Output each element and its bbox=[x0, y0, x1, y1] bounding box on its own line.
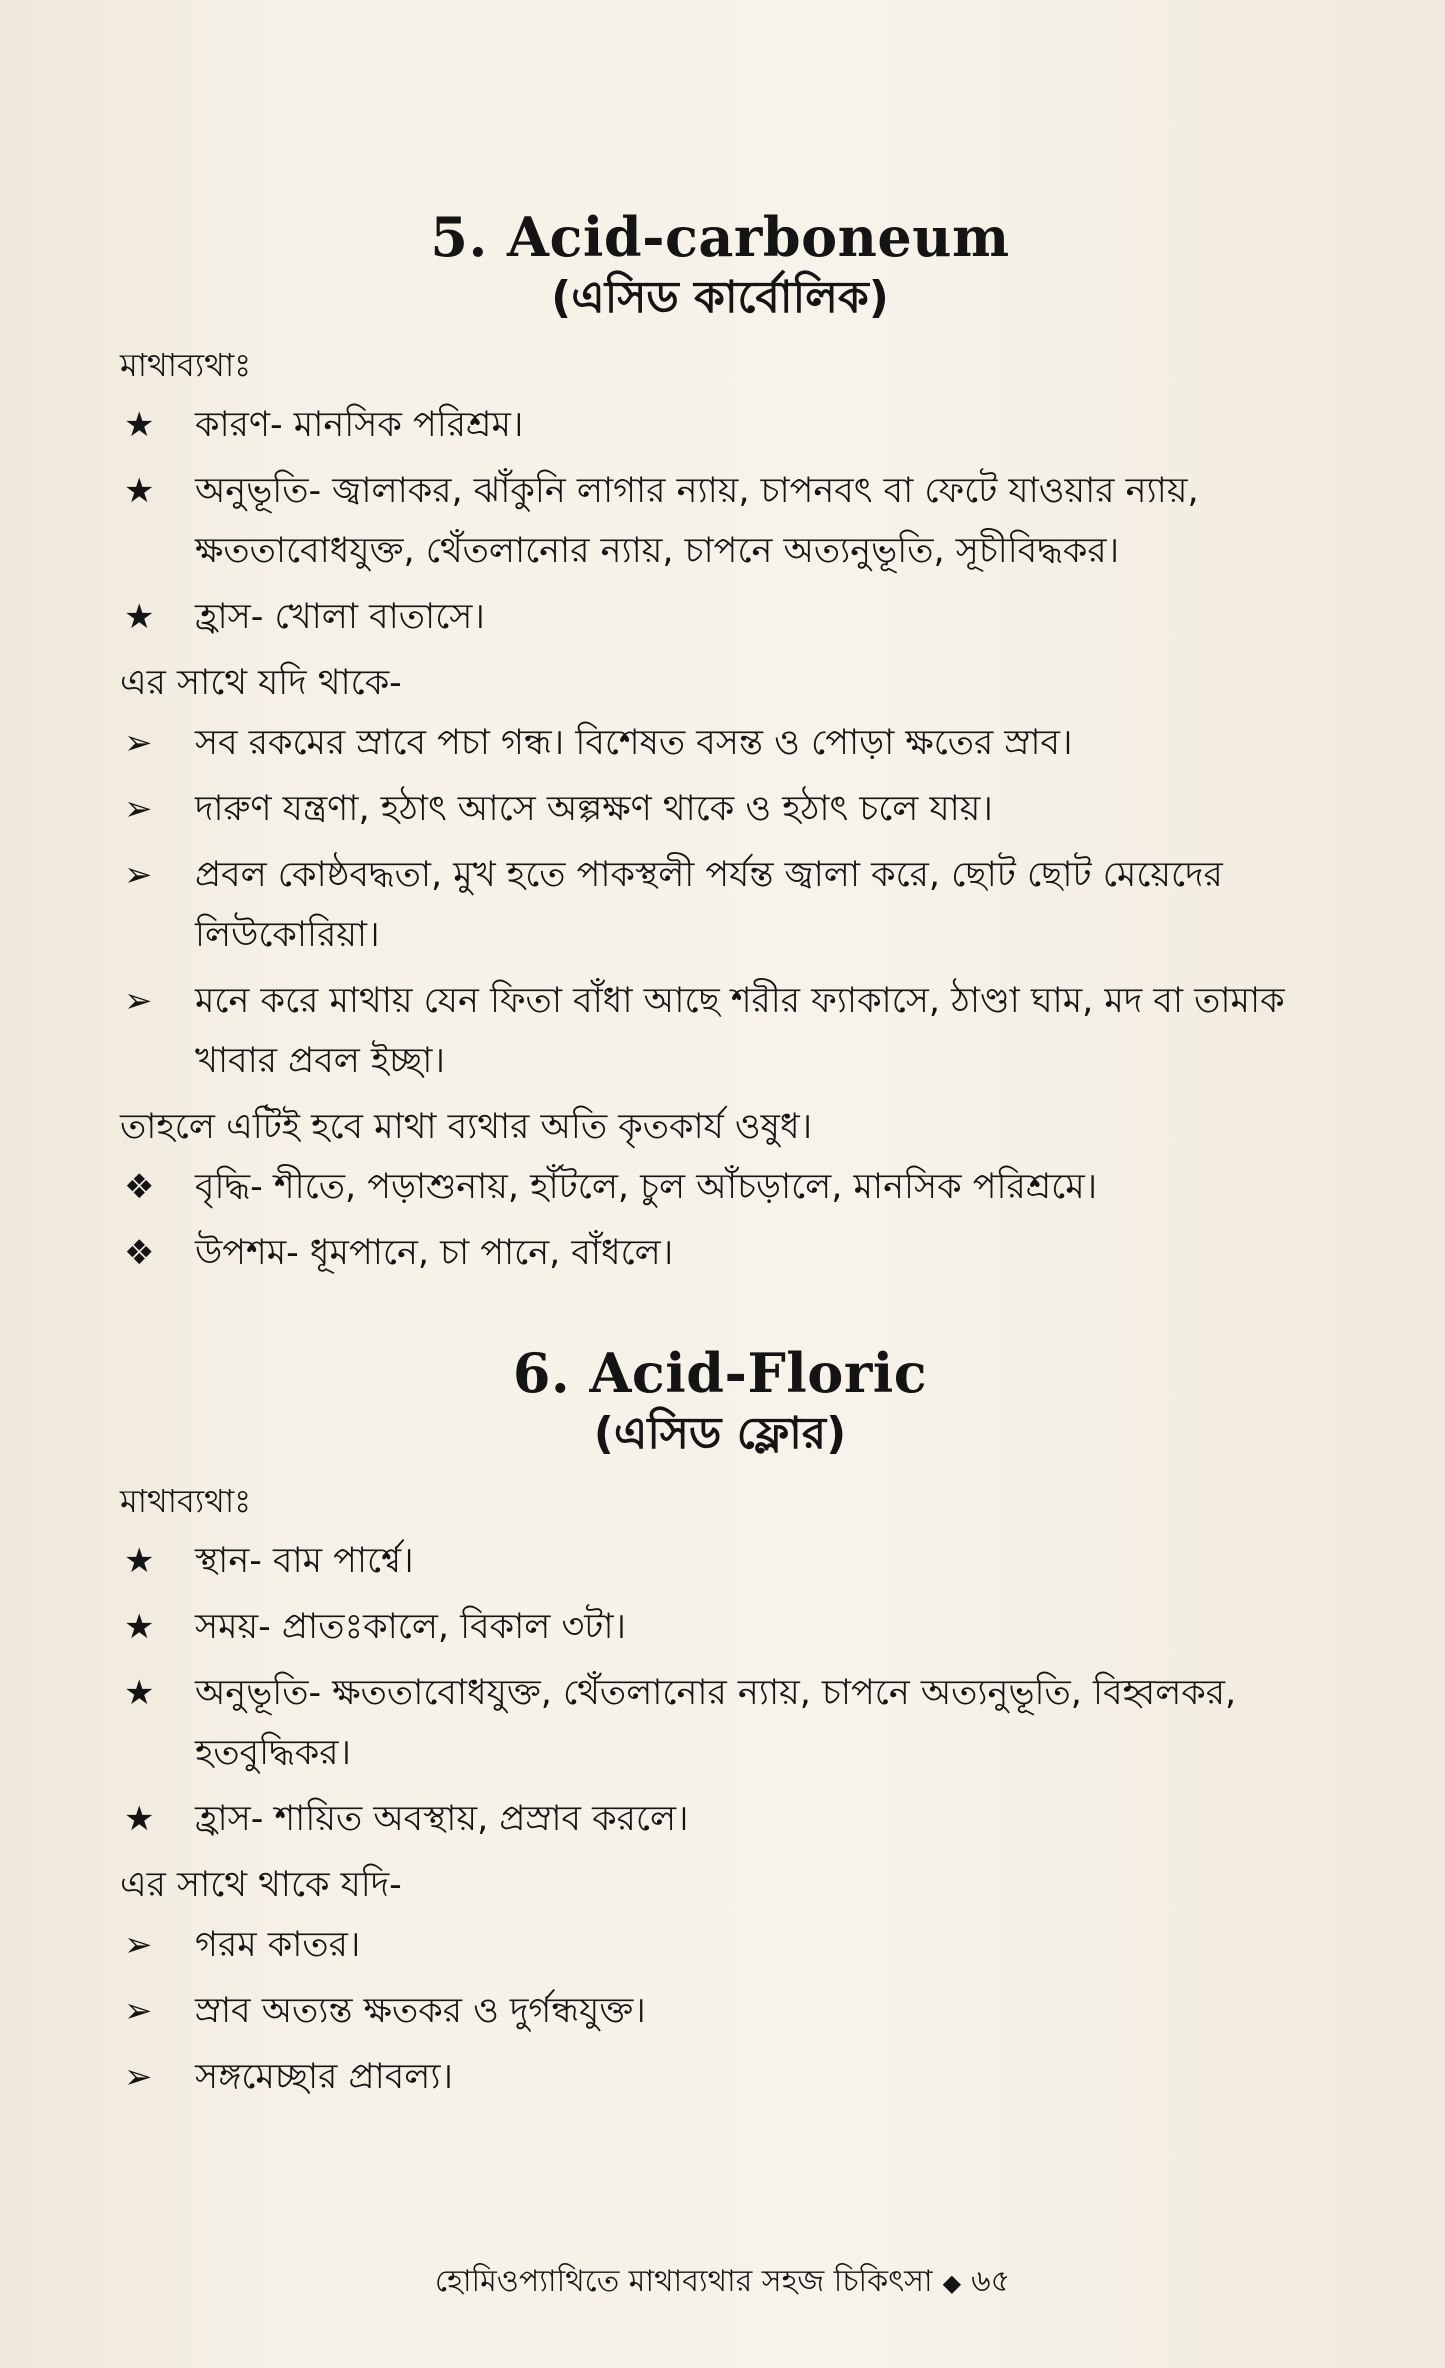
star-icon: ★ bbox=[124, 471, 155, 511]
item-text: সব রকমের স্রাবে পচা গন্ধ। বিশেষত বসন্ত ও পোড়া ক্ষতের স্রাব। bbox=[195, 723, 1073, 763]
star-list bbox=[120, 1531, 1320, 1849]
list-item bbox=[120, 461, 1320, 581]
diamond-icon: ◆ bbox=[942, 2269, 962, 2297]
list-item bbox=[120, 1531, 1320, 1591]
item-text: অনুভূতি- ক্ষততাবোধযুক্ত, থেঁতলানোর ন্যায়, চাপনে অত্যনুভূতি, বিহ্বলকর, হতবুদ্ধিকর। bbox=[195, 1673, 1237, 1773]
arrow-list bbox=[120, 1915, 1320, 2107]
item-text: হ্রাস- খোলা বাতাসে। bbox=[195, 597, 485, 637]
list-item bbox=[120, 779, 1320, 839]
arrow-icon: ➢ bbox=[124, 1991, 153, 2031]
diamond-icon: ❖ bbox=[124, 1233, 155, 1273]
arrow-icon: ➢ bbox=[124, 1925, 153, 1965]
list-item bbox=[120, 1597, 1320, 1657]
item-text: কারণ- মানসিক পরিশ্রম। bbox=[195, 405, 524, 445]
arrow-icon: ➢ bbox=[124, 789, 153, 829]
intro-line: এর সাথে যদি থাকে- bbox=[120, 663, 402, 703]
section-subtitle: (এসিড কার্বোলিক) bbox=[551, 272, 889, 323]
list-item bbox=[120, 395, 1320, 455]
section-heading: মাথাব্যথাঃ bbox=[120, 1482, 252, 1520]
list-item bbox=[120, 845, 1320, 965]
section-title: 5. Acid-carboneum bbox=[430, 205, 1010, 269]
item-text: স্থান- বাম পার্শ্বে। bbox=[195, 1541, 414, 1581]
item-text: স্রাব অত্যন্ত ক্ষতকর ও দুর্গন্ধযুক্ত। bbox=[195, 1991, 646, 2031]
item-text: বৃদ্ধি- শীতে, পড়াশুনায়, হাঁটলে, চুল আঁচড়ালে, মানসিক পরিশ্রমে। bbox=[195, 1167, 1098, 1207]
arrow-list bbox=[120, 713, 1320, 1091]
list-item bbox=[120, 1663, 1320, 1783]
star-icon: ★ bbox=[124, 1541, 155, 1581]
item-text: হ্রাস- শায়িত অবস্থায়, প্রস্রাব করলে। bbox=[195, 1799, 689, 1839]
list-item bbox=[120, 1789, 1320, 1849]
item-text: সময়- প্রাতঃকালে, বিকাল ৩টা। bbox=[195, 1607, 626, 1647]
intro-line: এর সাথে থাকে যদি- bbox=[120, 1865, 402, 1905]
list-item bbox=[120, 1223, 1320, 1283]
arrow-icon: ➢ bbox=[124, 2057, 153, 2097]
diamond-icon: ❖ bbox=[124, 1167, 155, 1207]
item-text: মনে করে মাথায় যেন ফিতা বাঁধা আছে শরীর ফ্যাকাসে, ঠাণ্ডা ঘাম, মদ বা তামাক খাবার প্রবল ইচ্ছা। bbox=[195, 981, 1285, 1081]
item-text: গরম কাতর। bbox=[195, 1925, 361, 1965]
item-text: দারুণ যন্ত্রণা, হঠাৎ আসে অল্পক্ষণ থাকে ও হঠাৎ চলে যায়। bbox=[195, 789, 993, 829]
list-item bbox=[120, 587, 1320, 647]
star-list bbox=[120, 395, 1320, 647]
list-item bbox=[120, 713, 1320, 773]
section-subtitle: (এসিড ফ্লোর) bbox=[593, 1408, 847, 1459]
list-item bbox=[120, 1981, 1320, 2041]
star-icon: ★ bbox=[124, 1607, 155, 1647]
item-text: অনুভূতি- জ্বালাকর, ঝাঁকুনি লাগার ন্যায়, চাপনবৎ বা ফেটে যাওয়ার ন্যায়, ক্ষততাবোধযুক্ত, থেঁতলানোর ন্যায়, চাপনে অত্যনুভূতি, সূচীবিদ্ধকর। bbox=[195, 471, 1199, 571]
conclusion-line: তাহলে এটিই হবে মাথা ব্যথার অতি কৃতকার্য ওষুধ। bbox=[120, 1107, 813, 1147]
page-number: ৬৫ bbox=[971, 2264, 1011, 2299]
page-content bbox=[120, 205, 1320, 2113]
arrow-icon: ➢ bbox=[124, 981, 153, 1021]
diamond-list bbox=[120, 1157, 1320, 1283]
list-item bbox=[120, 2047, 1320, 2107]
star-icon: ★ bbox=[124, 405, 155, 445]
section-acid-floric bbox=[120, 1341, 1320, 2107]
arrow-icon: ➢ bbox=[124, 855, 153, 895]
list-item bbox=[120, 971, 1320, 1091]
list-item bbox=[120, 1915, 1320, 1975]
arrow-icon: ➢ bbox=[124, 723, 153, 763]
star-icon: ★ bbox=[124, 1799, 155, 1839]
book-title: হোমিওপ্যাথিতে মাথাব্যথার সহজ চিকিৎসা bbox=[434, 2264, 933, 2299]
star-icon: ★ bbox=[124, 597, 155, 637]
section-acid-carboneum bbox=[120, 205, 1320, 1283]
item-text: সঙ্গমেচ্ছার প্রাবল্য। bbox=[195, 2057, 453, 2097]
page-footer bbox=[0, 2262, 1445, 2303]
section-title: 6. Acid-Floric bbox=[512, 1341, 928, 1405]
star-icon: ★ bbox=[124, 1673, 155, 1713]
item-text: উপশম- ধূমপানে, চা পানে, বাঁধলে। bbox=[195, 1233, 674, 1273]
list-item bbox=[120, 1157, 1320, 1217]
section-heading: মাথাব্যথাঃ bbox=[120, 346, 252, 384]
item-text: প্রবল কোষ্ঠবদ্ধতা, মুখ হতে পাকস্থলী পর্যন্ত জ্বালা করে, ছোট ছোট মেয়েদের লিউকোরিয়া। bbox=[195, 855, 1223, 955]
